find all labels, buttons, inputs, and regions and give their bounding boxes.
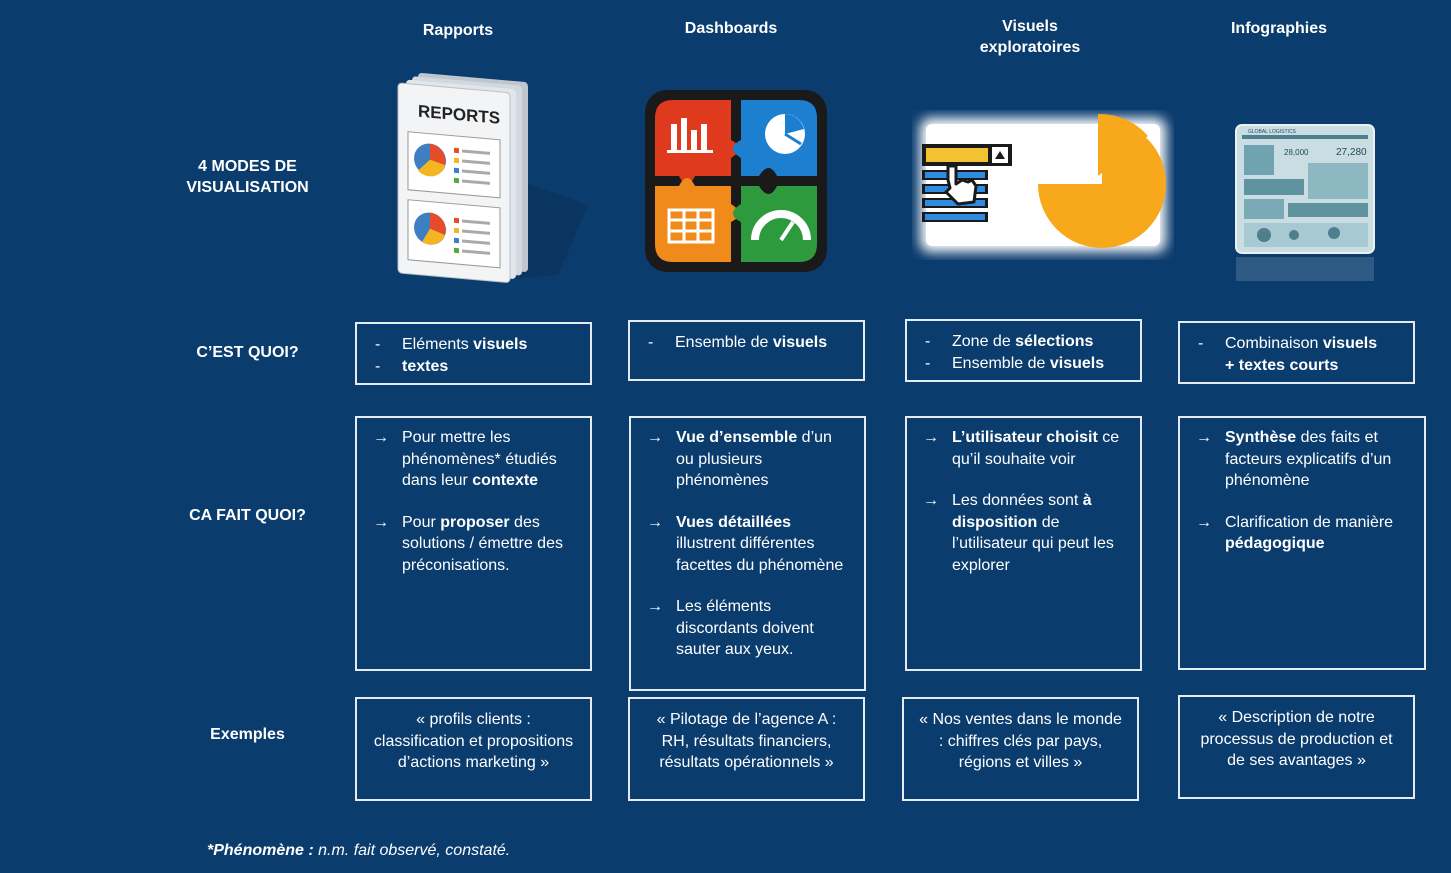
column-title-visuels: Visuels exploratoires xyxy=(979,18,1081,56)
fait-item: → Vue d’ensemble d’un ou plusieurs phénomènes xyxy=(647,429,832,489)
fait-item: → Clarification de manière pédagogique xyxy=(1196,513,1394,552)
fait-item: → Synthèse des faits et facteurs explicatifs d’un phénomène xyxy=(1196,429,1392,489)
fait-box-infographies xyxy=(1178,416,1426,670)
arrow-right-icon: → xyxy=(923,429,939,446)
row-label-quoi: C’EST QUOI? xyxy=(196,344,299,361)
reports-stack-icon xyxy=(388,70,598,295)
column-title-infographies: Infographies xyxy=(1230,20,1327,37)
reports-label: REPORTS xyxy=(418,101,501,128)
row-label-exemples: Exemples xyxy=(210,726,285,743)
arrow-right-icon: → xyxy=(373,429,389,446)
quoi-box-dashboards xyxy=(628,320,865,381)
quoi-box-visuels xyxy=(905,319,1142,382)
column-title-dashboards: Dashboards xyxy=(684,20,778,37)
fait-item: → Pour mettre les phénomènes* étudiés dans leur contexte xyxy=(373,429,557,489)
quoi-item: - Ensemble de visuels xyxy=(921,353,1132,375)
fait-box-rapports xyxy=(355,416,592,671)
exemple-box-visuels: « Nos ventes dans le monde : chiffres clés par pays, régions et villes » xyxy=(902,697,1139,801)
quoi-item: - textes xyxy=(371,356,582,378)
arrow-right-icon: → xyxy=(647,513,663,531)
explorer-click-pie-icon xyxy=(912,110,1174,260)
arrow-right-icon: → xyxy=(1196,429,1212,446)
exemple-box-infographies: « Description de notre processus de production et de ses avantages » xyxy=(1178,695,1415,799)
quoi-box-rapports xyxy=(355,322,592,385)
arrow-right-icon: → xyxy=(373,513,389,531)
dashboard-puzzle-icon xyxy=(643,88,829,274)
exemple-box-rapports: « profils clients : classification et propositions d’actions marketing » xyxy=(355,697,592,801)
infographic-number-text: 27,280 xyxy=(1336,147,1367,158)
exemple-box-dashboards: « Pilotage de l’agence A : RH, résultats financiers, résultats opérationnels » xyxy=(628,697,865,801)
fait-item: → Vues détaillées illustrent différentes facettes du phénomène xyxy=(647,513,844,574)
quoi-item: - Zone de sélections xyxy=(921,331,1132,353)
arrow-right-icon: → xyxy=(1196,513,1212,531)
quoi-item: - Combinaison visuels + textes courts xyxy=(1194,333,1405,376)
quoi-box-infographies xyxy=(1178,321,1415,384)
footnote: *Phénomène : n.m. fait observé, constaté. xyxy=(207,842,511,859)
fait-box-dashboards xyxy=(629,416,866,691)
column-title-rapports: Rapports xyxy=(422,22,494,39)
fait-box-visuels xyxy=(905,416,1142,671)
quoi-item: - Eléments visuels xyxy=(371,334,582,356)
fait-item: → Les données sont à disposition de l’utilisateur qui peut les explorer xyxy=(923,492,1114,574)
fait-item: → Les éléments discordants doivent sauter aux yeux. xyxy=(647,598,814,658)
infographic-title-text: GLOBAL LOGISTICS xyxy=(1248,129,1296,135)
row-label-fait: CA FAIT QUOI? xyxy=(189,507,306,524)
fait-item: → Pour proposer des solutions / émettre des préconisations. xyxy=(373,513,563,574)
infographic-number-text-2: 28,000 xyxy=(1284,148,1309,157)
arrow-right-icon: → xyxy=(923,492,939,509)
arrow-right-icon: → xyxy=(647,429,663,446)
row-label-modes: 4 MODES DE VISUALISATION xyxy=(186,158,309,196)
quoi-item: - Ensemble de visuels xyxy=(644,332,855,354)
fait-item: → L’utilisateur choisit ce qu’il souhaite voir xyxy=(923,429,1120,468)
infographic-thumbnail-icon xyxy=(1234,123,1379,283)
arrow-right-icon: → xyxy=(647,598,663,615)
